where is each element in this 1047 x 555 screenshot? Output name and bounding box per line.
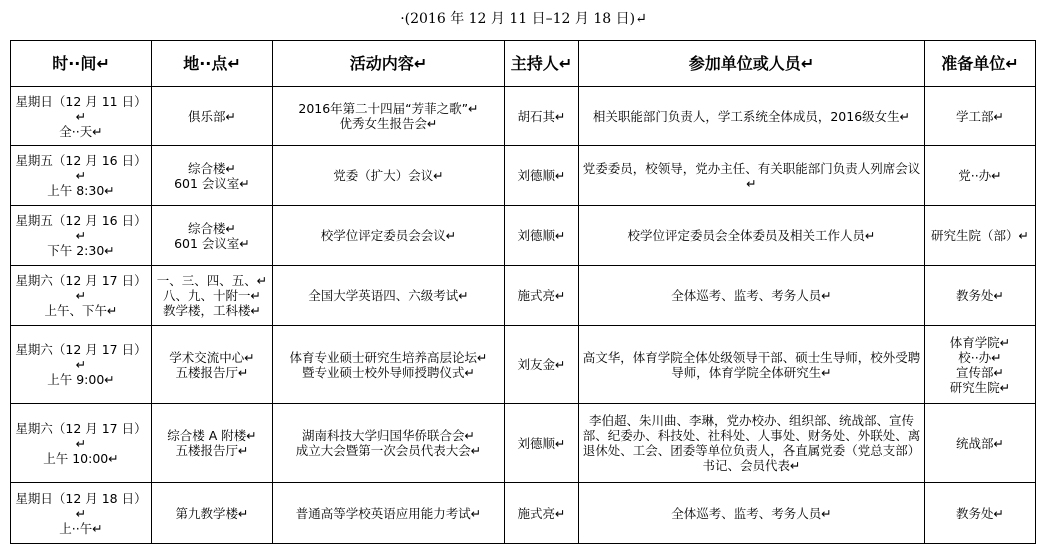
cell-participants: 高文华，体育学院全体处级领导干部、硕士生导师，校外受聘导师，体育学院全体研究生↵	[579, 326, 925, 404]
cell-host: 刘德顺↵	[505, 146, 579, 206]
header-content: 活动内容↵	[273, 41, 505, 87]
cell-time: 星期六（12 月 17 日）↵ 上午、下午↵	[11, 266, 152, 326]
header-time: 时··间↵	[11, 41, 152, 87]
table-row	[11, 206, 1036, 266]
cell-participants: 党委委员，校领导，党办主任、有关职能部门负责人列席会议↵	[579, 146, 925, 206]
schedule-table	[10, 40, 1036, 544]
cell-host: 施式亮↵	[505, 483, 579, 544]
cell-content: 体育专业硕士研究生培养高层论坛↵ 暨专业硕士校外导师授聘仪式↵	[273, 326, 505, 404]
header-host: 主持人↵	[505, 41, 579, 87]
cell-time: 星期日（12 月 11 日）↵ 全··天↵	[11, 87, 152, 146]
table-row	[11, 483, 1036, 544]
cell-place: 综合楼↵ 601 会议室↵	[152, 146, 273, 206]
table-header-row	[11, 41, 1036, 87]
cell-prep-unit: 教务处↵	[925, 483, 1036, 544]
cell-place: 学术交流中心↵ 五楼报告厅↵	[152, 326, 273, 404]
cell-time: 星期五（12 月 16 日）↵ 上午 8:30↵	[11, 146, 152, 206]
cell-time: 星期六（12 月 17 日）↵ 上午 9:00↵	[11, 326, 152, 404]
cell-host: 胡石其↵	[505, 87, 579, 146]
cell-participants: 全体巡考、监考、考务人员↵	[579, 483, 925, 544]
cell-place: 第九教学楼↵	[152, 483, 273, 544]
cell-participants: 李伯超、朱川曲、李琳，党办校办、组织部、统战部、宣传部、纪委办、科技处、社科处、人事处、财务处、外联处、离退休处、工会、团委等单位负责人，各直属党委（党总支部）书记、会员代表↵	[579, 404, 925, 483]
cell-participants: 校学位评定委员会全体委员及相关工作人员↵	[579, 206, 925, 266]
cell-place: 综合楼↵ 601 会议室↵	[152, 206, 273, 266]
cell-content: 党委（扩大）会议↵	[273, 146, 505, 206]
table-row	[11, 404, 1036, 483]
header-prep-unit: 准备单位↵	[925, 41, 1036, 87]
cell-prep-unit: 学工部↵	[925, 87, 1036, 146]
cell-place: 一、三、四、五、↵ 八、九、十附一↵ 教学楼，工科楼↵	[152, 266, 273, 326]
cell-prep-unit: 研究生院（部）↵	[925, 206, 1036, 266]
cell-participants: 全体巡考、监考、考务人员↵	[579, 266, 925, 326]
cell-content: 普通高等学校英语应用能力考试↵	[273, 483, 505, 544]
cell-place: 俱乐部↵	[152, 87, 273, 146]
cell-time: 星期五（12 月 16 日）↵ 下午 2:30↵	[11, 206, 152, 266]
cell-prep-unit: 体育学院↵ 校··办↵ 宣传部↵ 研究生院↵	[925, 326, 1036, 404]
cell-prep-unit: 教务处↵	[925, 266, 1036, 326]
cell-time: 星期六（12 月 17 日）↵ 上午 10:00↵	[11, 404, 152, 483]
cell-host: 刘德顺↵	[505, 404, 579, 483]
table-row	[11, 87, 1036, 146]
cell-content: 2016年第二十四届“芳菲之歌”↵ 优秀女生报告会↵	[273, 87, 505, 146]
header-participants: 参加单位或人员↵	[579, 41, 925, 87]
cell-content: 校学位评定委员会会议↵	[273, 206, 505, 266]
cell-host: 施式亮↵	[505, 266, 579, 326]
table-row	[11, 266, 1036, 326]
cell-prep-unit: 统战部↵	[925, 404, 1036, 483]
header-place: 地··点↵	[152, 41, 273, 87]
cell-host: 刘友金↵	[505, 326, 579, 404]
cell-participants: 相关职能部门负责人，学工系统全体成员，2016级女生↵	[579, 87, 925, 146]
cell-content: 全国大学英语四、六级考试↵	[273, 266, 505, 326]
cell-place: 综合楼 A 附楼↵ 五楼报告厅↵	[152, 404, 273, 483]
table-row	[11, 326, 1036, 404]
date-range: ·(2016 年 12 月 11 日–12 月 18 日)↵	[400, 11, 647, 27]
table-row	[11, 146, 1036, 206]
cell-time: 星期日（12 月 18 日）↵ 上··午↵	[11, 483, 152, 544]
cell-prep-unit: 党··办↵	[925, 146, 1036, 206]
cell-content: 湖南科技大学归国华侨联合会↵ 成立大会暨第一次会员代表大会↵	[273, 404, 505, 483]
cell-host: 刘德顺↵	[505, 206, 579, 266]
